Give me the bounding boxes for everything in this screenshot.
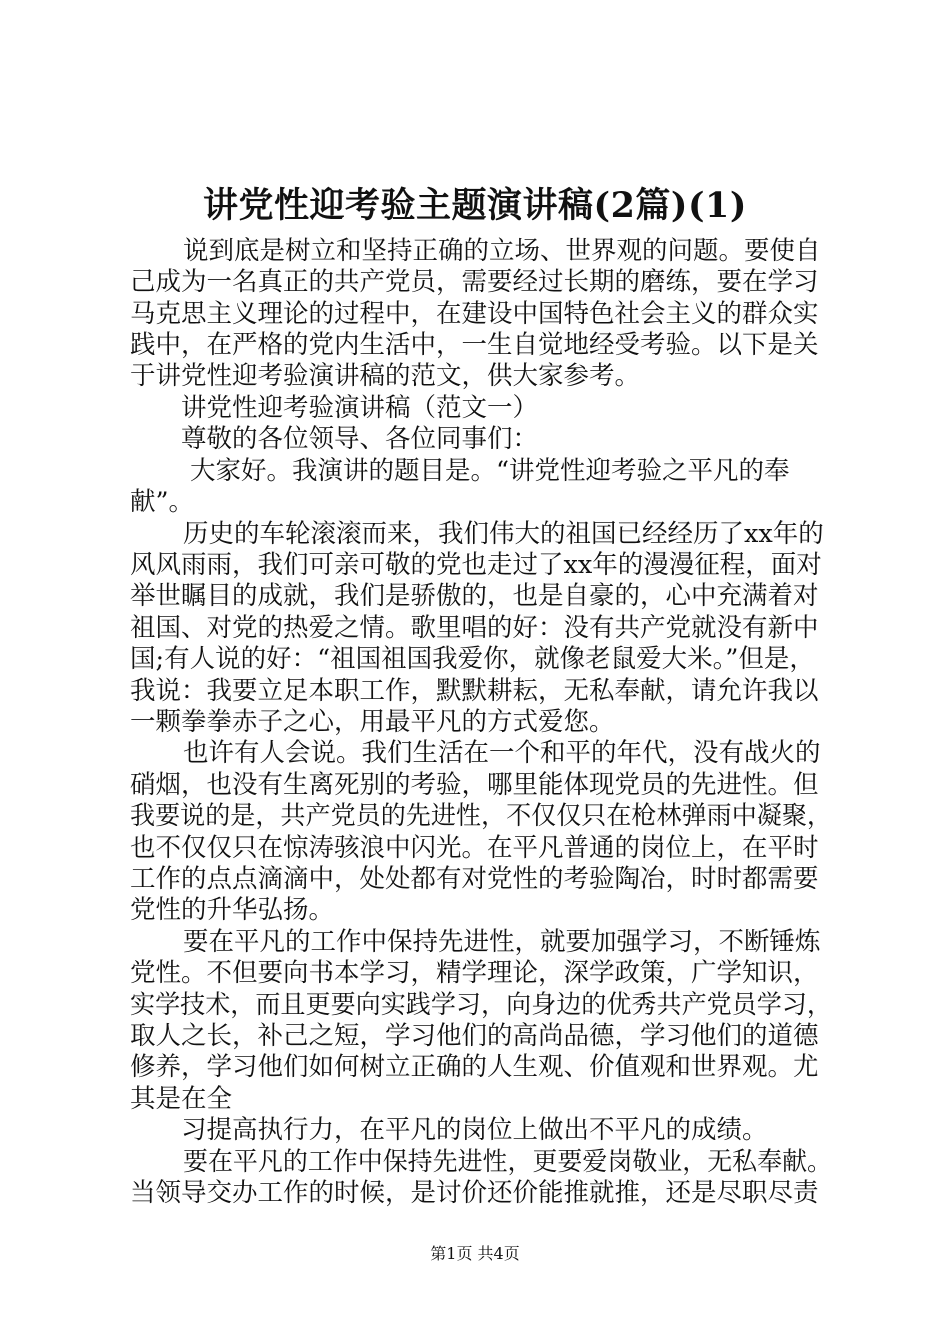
text-line: 举世瞩目的成就，我们是骄傲的，也是自豪的，心中充满着对 <box>130 581 819 611</box>
text-line: 也不仅仅只在惊涛骇浪中闪光。在平凡普通的岗位上，在平时 <box>130 833 819 863</box>
text-line: 硝烟，也没有生离死别的考验，哪里能体现党员的先进性。但 <box>130 770 819 800</box>
text-line: 修养，学习他们如何树立正确的人生观、价值观和世界观。尤 <box>130 1052 819 1082</box>
text-line: 践中，在严格的党内生活中，一生自觉地经受考验。以下是关 <box>130 330 819 360</box>
text-line: 要在平凡的工作中保持先进性，就要加强学习，不断锤炼 <box>183 927 821 957</box>
text-line: 说到底是树立和坚持正确的立场、世界观的问题。要使自 <box>183 236 821 266</box>
text-line: 我说：我要立足本职工作，默默耕耘，无私奉献，请允许我以 <box>130 676 819 706</box>
text-line: 讲党性迎考验演讲稿（范文一） <box>181 393 539 423</box>
text-line: 也许有人会说。我们生活在一个和平的年代，没有战火的 <box>183 738 821 768</box>
text-line: 风风雨雨，我们可亲可敬的党也走过了xx年的漫漫征程，面对 <box>130 550 822 580</box>
text-line: 党性。不但要向书本学习，精学理论，深学政策，广学知识， <box>130 958 819 988</box>
text-line: 己成为一名真正的共产党员，需要经过长期的磨练，要在学习 <box>130 267 819 297</box>
text-line: 献”。 <box>130 487 195 517</box>
text-line: 历史的车轮滚滚而来，我们伟大的祖国已经经历了xx年的 <box>183 519 824 549</box>
text-line: 马克思主义理论的过程中，在建设中国特色社会主义的群众实 <box>130 299 819 329</box>
text-line: 祖国、对党的热爱之情。歌里唱的好：没有共产党就没有新中 <box>130 613 819 643</box>
text-line: 大家好。我演讲的题目是。“讲党性迎考验之平凡的奉 <box>190 456 790 486</box>
text-line: 党性的升华弘扬。 <box>130 895 335 925</box>
text-line: 国;有人说的好：“祖国祖国我爱你，就像老鼠爱大米。”但是， <box>130 644 815 674</box>
text-line: 一颗拳拳赤子之心，用最平凡的方式爱您。 <box>130 707 615 737</box>
text-line: 工作的点点滴滴中，处处都有对党性的考验陶冶，时时都需要 <box>130 864 819 894</box>
text-line: 取人之长，补己之短，学习他们的高尚品德，学习他们的道德 <box>130 1021 819 1051</box>
text-line: 要在平凡的工作中保持先进性，更要爱岗敬业，无私奉献。 <box>183 1147 833 1177</box>
text-line: 尊敬的各位领导、各位同事们： <box>181 424 539 454</box>
text-line: 其是在全 <box>130 1084 233 1114</box>
document-title: 讲党性迎考验主题演讲稿(2篇)(1) <box>203 185 747 226</box>
text-line: 我要说的是，共产党员的先进性，不仅仅只在枪林弹雨中凝聚， <box>130 801 833 831</box>
text-line: 实学技术，而且更要向实践学习，向身边的优秀共产党员学习， <box>130 990 833 1020</box>
text-line: 当领导交办工作的时候，是讨价还价能推就推，还是尽职尽责 <box>130 1178 819 1208</box>
text-line: 习提高执行力，在平凡的岗位上做出不平凡的成绩。 <box>181 1115 768 1145</box>
page-footer: 第1页 共4页 <box>430 1244 520 1263</box>
text-line: 于讲党性迎考验演讲稿的范文，供大家参考。 <box>130 361 641 391</box>
